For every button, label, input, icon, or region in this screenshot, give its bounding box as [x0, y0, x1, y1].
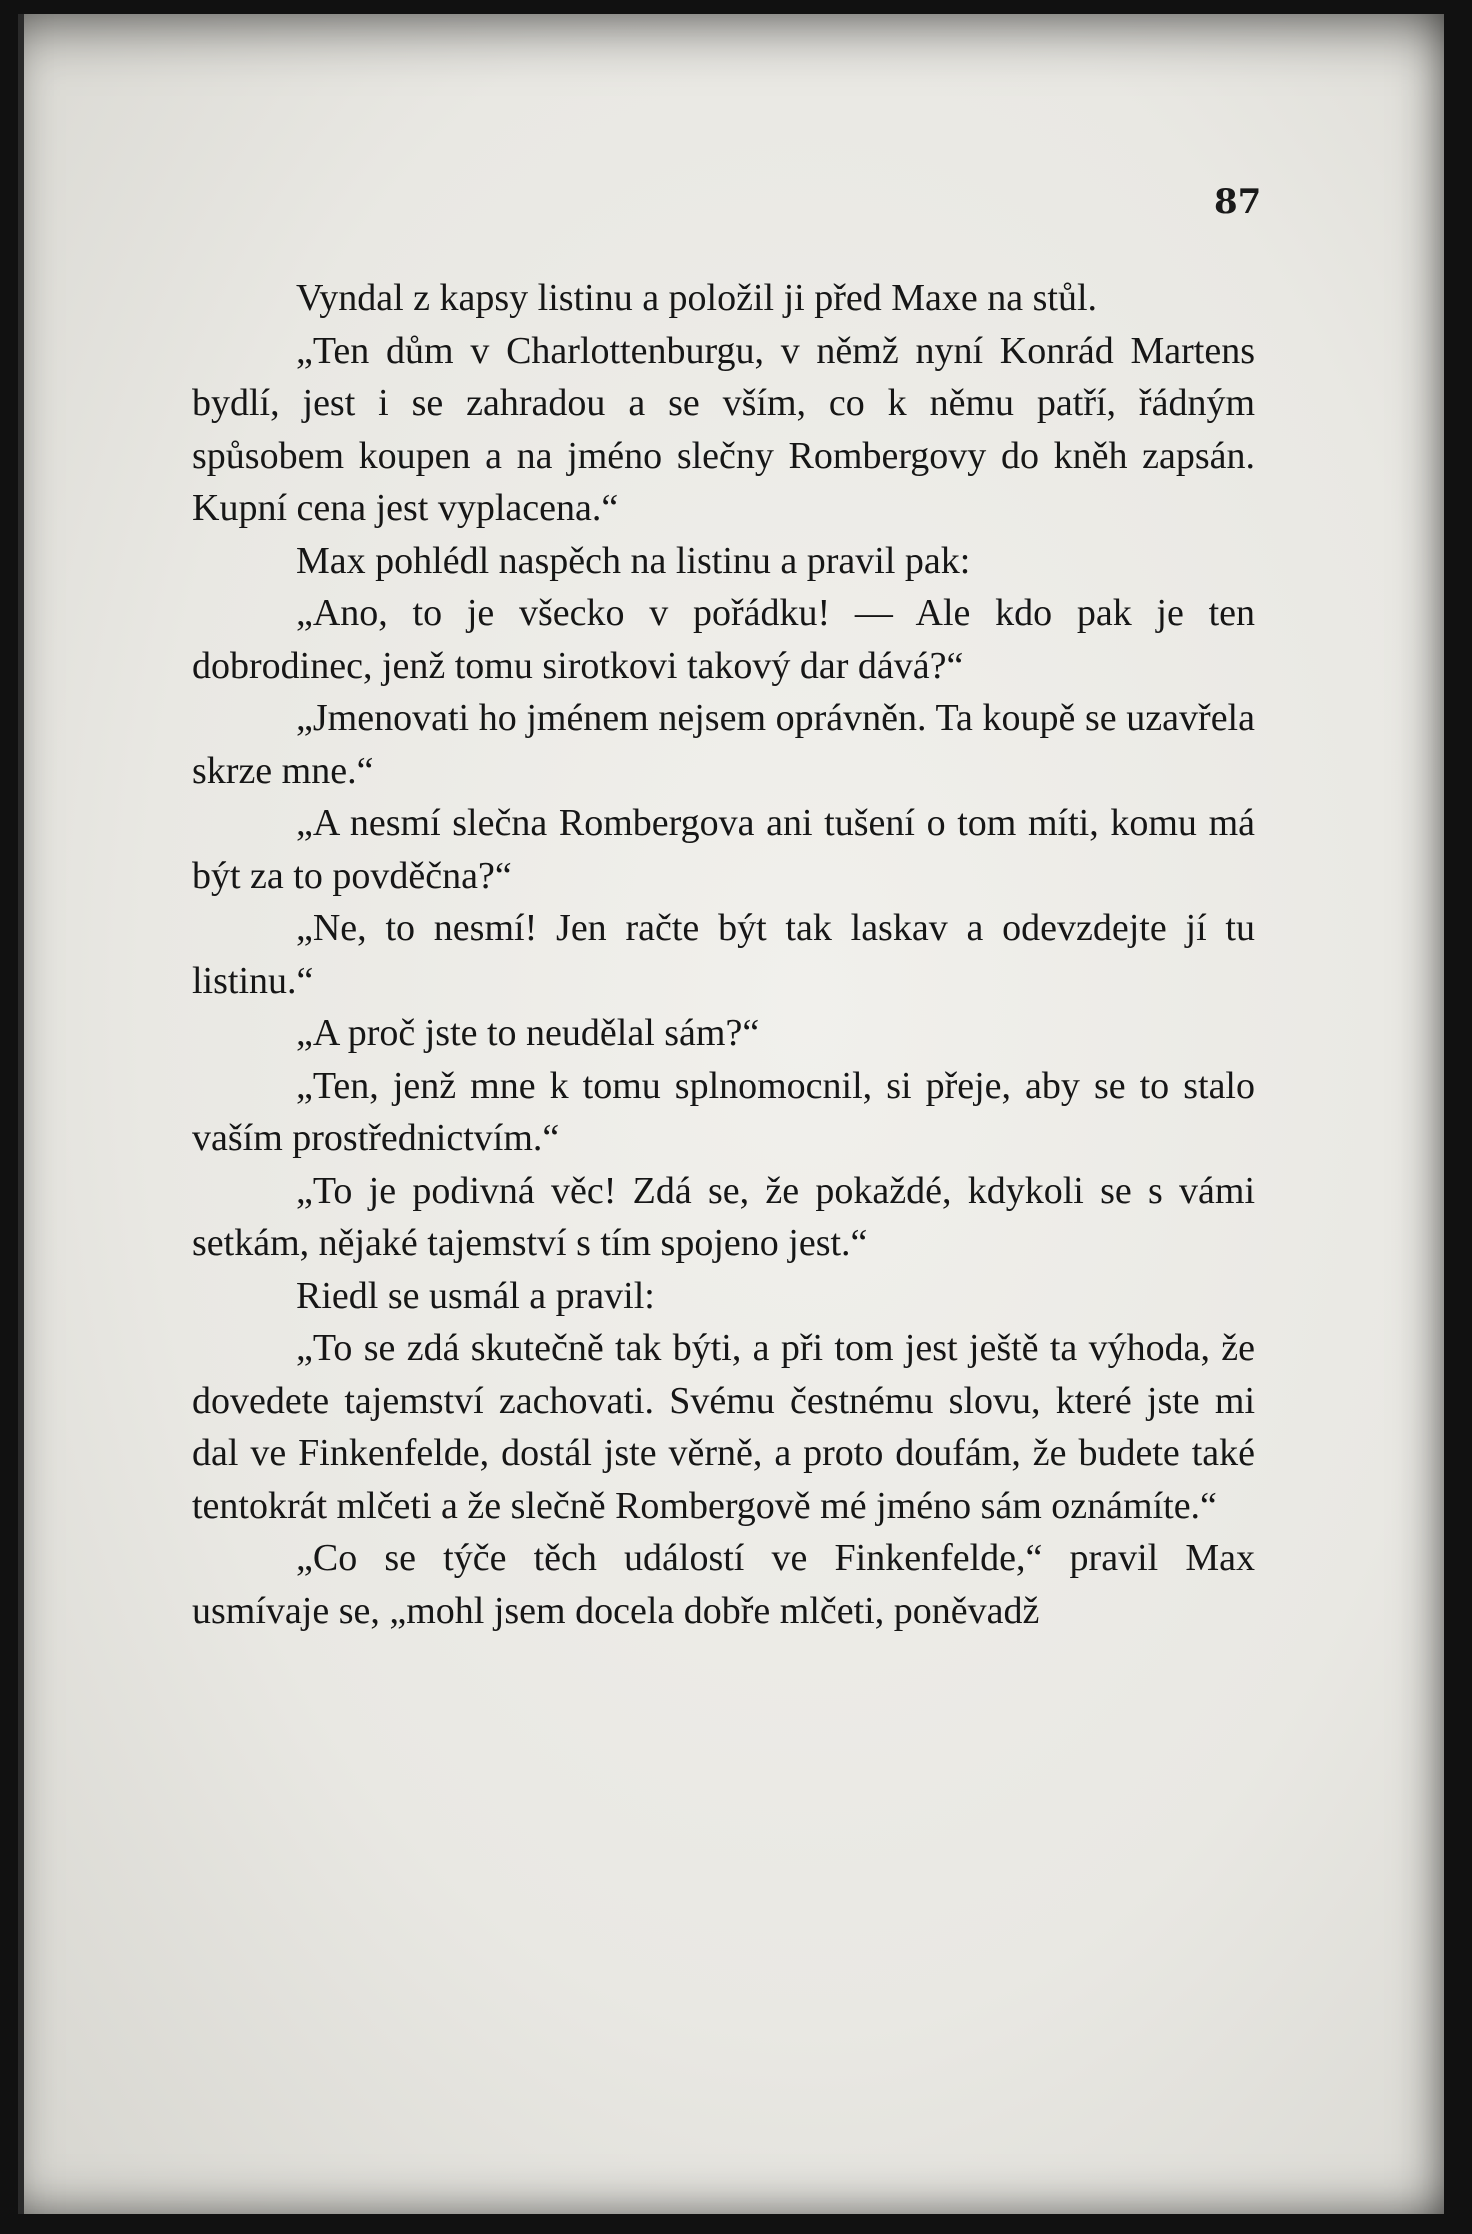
paragraph: „To je podivná věc! Zdá se, že pokaždé, kdykoli se s vámi setkám, nějaké tajemství s tím spojeno jest.“	[192, 1169, 1255, 1264]
paragraph: „Co se týče těch událostí ve Finkenfelde,“ pravil Max usmívaje se, „mohl jsem docela dobře mlčeti, poněvadž	[192, 1537, 1255, 1632]
paragraph: „A proč jste to neudělal sám?“	[296, 1012, 760, 1054]
page-number: 87	[1214, 182, 1262, 222]
paragraph: Max pohlédl naspěch na listinu a pravil pak:	[296, 539, 971, 582]
paragraph: Vyndal z kapsy listinu a položil ji před Maxe na stůl.	[296, 277, 1098, 319]
paragraph: Riedl se usmál a pravil:	[296, 1274, 655, 1317]
paragraph: „Ten dům v Charlottenburgu, v němž nyní Konrád Martens bydlí, jest i se zahradou a se vším, co k němu patří, řádným spůsobem koupen a na jméno slečny Rombergovy do kněh zapsán. Kupní cena jest vyplacena.“	[192, 329, 1255, 529]
paragraph: „Ten, jenž mne k tomu splnomocnil, si přeje, aby se to stalo vaším prostřednictvím.“	[192, 1064, 1255, 1159]
body-text	[192, 272, 1255, 1637]
paragraph: „A nesmí slečna Rombergova ani tušení o tom míti, komu má být za to povděčna?“	[192, 802, 1255, 897]
paragraph: „Ano, to je všecko v pořádku! — Ale kdo pak je ten dobrodinec, jenž tomu sirotkovi takový dar dává?“	[192, 592, 1255, 687]
paragraph: „To se zdá skutečně tak býti, a při tom jest ještě ta výhoda, že dovedete tajemství zachovati. Svému čestnému slovu, které jste mi dal ve Finkenfelde, dostál jste věrně, a proto doufám, že budete také tentokrát mlčeti a že slečně Rombergově mé jméno sám oznámíte.“	[192, 1327, 1255, 1527]
paragraph: „Jmenovati ho jménem nejsem oprávněn. Ta koupě se uzavřela skrze mne.“	[192, 697, 1255, 792]
paragraph: „Ne, to nesmí! Jen račte být tak laskav a odevzdejte jí tu listinu.“	[192, 907, 1255, 1002]
